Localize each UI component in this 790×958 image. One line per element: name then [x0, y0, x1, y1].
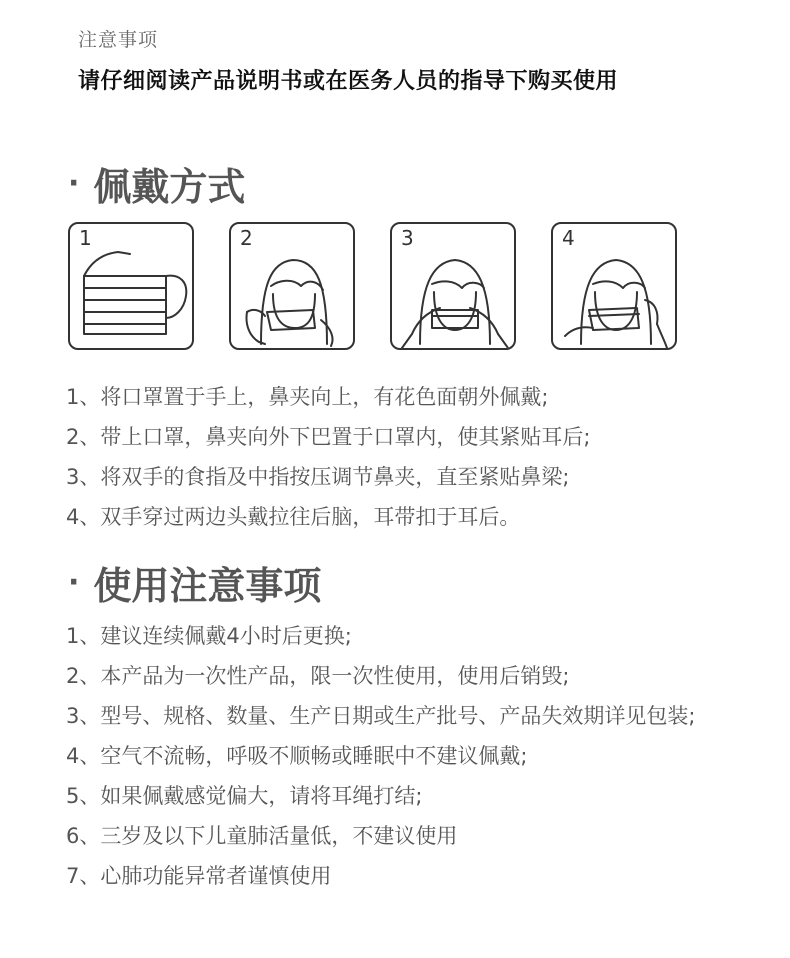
usage-notes: [66, 621, 695, 901]
wearing-steps: [68, 222, 677, 350]
step-card-2: [229, 222, 355, 350]
list-item: 7、心肺功能异常者谨慎使用: [66, 864, 332, 888]
step-number: 2: [240, 226, 253, 250]
person-putting-on-mask-icon: [231, 224, 355, 350]
bullet-dot: ·: [68, 565, 80, 600]
wearing-title-text: 佩戴方式: [93, 165, 246, 209]
step-number: 3: [401, 226, 414, 250]
step-card-4: [551, 222, 677, 350]
list-item: 2、本产品为一次性产品，限一次性使用，使用后销毁;: [66, 664, 570, 688]
list-item: 1、建议连续佩戴4小时后更换;: [66, 624, 352, 648]
step-number: 4: [562, 226, 575, 250]
step-card-1: [68, 222, 194, 350]
person-adjusting-ear-loop-icon: [553, 224, 677, 350]
notice-text: 请仔细阅读产品说明书或在医务人员的指导下购买使用: [78, 69, 619, 94]
wearing-instructions: [66, 382, 590, 542]
notice-heading: 注意事项: [78, 29, 159, 51]
list-item: 3、将双手的食指及中指按压调节鼻夹，直至紧贴鼻梁;: [66, 465, 570, 489]
list-item: 3、型号、规格、数量、生产日期或生产批号、产品失效期详见包装;: [66, 704, 696, 728]
step-number: 1: [79, 226, 92, 250]
list-item: 6、三岁及以下儿童肺活量低，不建议使用: [66, 824, 458, 848]
list-item: 4、空气不流畅，呼吸不顺畅或睡眠中不建议佩戴;: [66, 744, 528, 768]
bullet-dot: ·: [68, 166, 80, 201]
list-item: 5、如果佩戴感觉偏大，请将耳绳打结;: [66, 784, 423, 808]
wearing-section-title: [68, 156, 245, 211]
list-item: 2、带上口罩，鼻夹向外下巴置于口罩内，使其紧贴耳后;: [66, 425, 591, 449]
step-card-3: [390, 222, 516, 350]
usage-title-text: 使用注意事项: [93, 564, 322, 608]
usage-section-title: [68, 555, 321, 610]
person-pressing-nose-clip-icon: [392, 224, 516, 350]
list-item: 1、将口罩置于手上，鼻夹向上，有花色面朝外佩戴;: [66, 385, 549, 409]
mask-icon: [70, 224, 194, 350]
list-item: 4、双手穿过两边头戴拉往后脑，耳带扣于耳后。: [66, 505, 521, 529]
